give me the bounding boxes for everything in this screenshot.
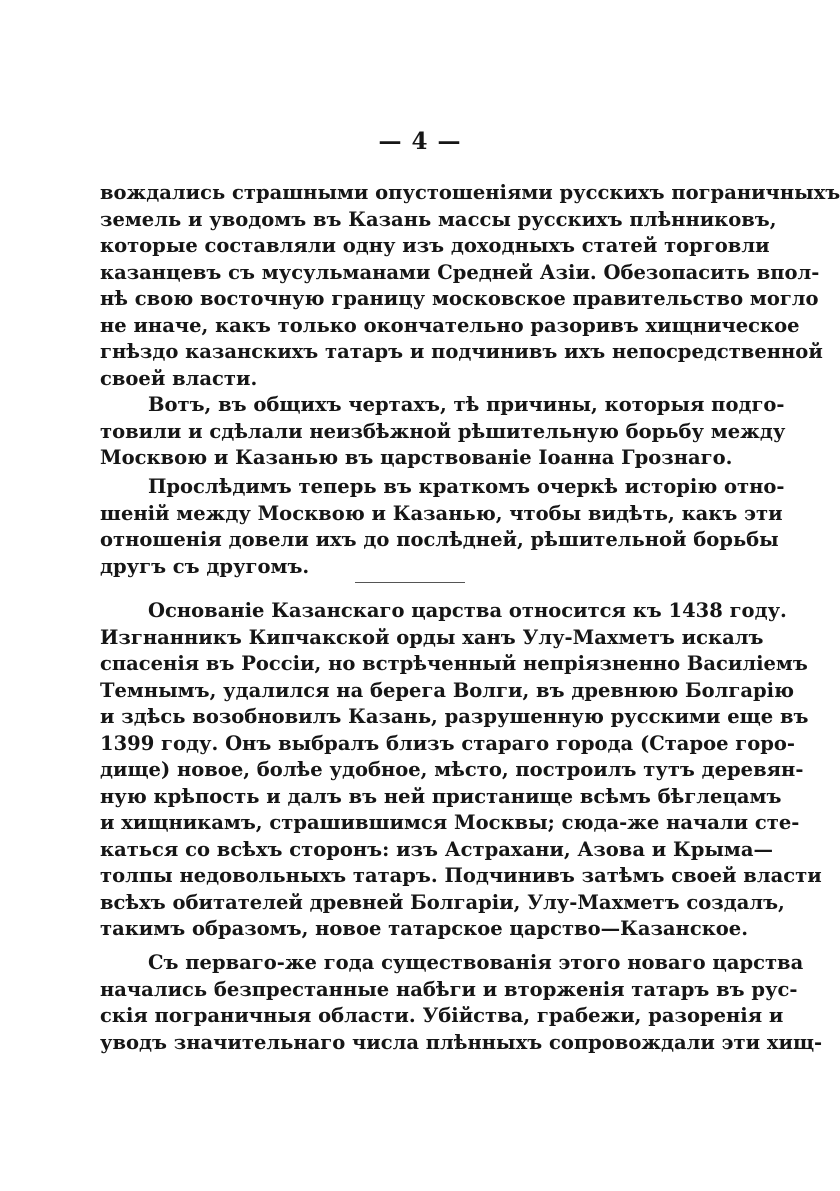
text-line: товили и сдѣлали неизбѣжной рѣшительную борьбу между [100, 419, 786, 443]
text-line: казанцевъ съ мусульманами Средней Азіи. Обезопасить впол- [100, 260, 820, 284]
text-line: дище) новое, болѣе удобное, мѣсто, построилъ тутъ деревян- [100, 758, 804, 781]
paragraph-2 [100, 392, 786, 472]
text-line: такимъ образомъ, новое татарское царство—Казанское. [100, 917, 748, 940]
text-line: ную крѣпость и далъ въ ней пристанище всѣмъ бѣглецамъ [100, 784, 782, 808]
paragraph-5 [100, 950, 823, 1056]
text-line: Вотъ, въ общихъ чертахъ, тѣ причины, которыя подго- [148, 393, 785, 416]
paragraph-1 [100, 180, 840, 392]
text-line: толпы недовольныхъ татаръ. Подчинивъ затѣмъ своей власти [100, 864, 822, 887]
text-line: и хищникамъ, страшившимся Москвы; сюда-же начали сте- [100, 811, 800, 834]
text-line: всѣхъ обитателей древней Болгаріи, Улу-Махметъ создалъ, [100, 890, 785, 914]
text-line: гнѣздо казанскихъ татаръ и подчинивъ ихъ непосредственной [100, 340, 823, 363]
text-line: начались безпрестанные набѣги и вторженія татаръ въ рус- [100, 977, 798, 1001]
text-line: другъ съ другомъ. [100, 554, 310, 578]
text-line: спасенія въ Россіи, но встрѣченный непріязненно Василіемъ [100, 652, 808, 675]
text-line: скія пограничныя области. Убійства, грабежи, разоренія и [100, 1004, 784, 1027]
text-line: Темнымъ, удалился на берега Волги, въ древнюю Болгарію [100, 678, 795, 702]
paragraph-3 [100, 474, 785, 580]
text-line: отношенія довели ихъ до послѣдней, рѣшительной борьбы [100, 528, 779, 551]
text-line: Основаніе Казанскаго царства относится къ 1438 году. [148, 599, 787, 622]
text-line: каться со всѣхъ сторонъ: изъ Астрахани, Азова и Крыма— [100, 837, 773, 861]
text-line: нѣ свою восточную границу московское правительство могло [100, 287, 819, 310]
text-line: шеній между Москвою и Казанью, чтобы видѣть, какъ эти [100, 501, 783, 525]
text-line: и здѣсь возобновилъ Казань, разрушенную русскими еще въ [100, 705, 809, 728]
text-line: земель и уводомъ въ Казань массы русскихъ плѣнниковъ, [100, 207, 777, 231]
text-line: своей власти. [100, 366, 258, 390]
text-line: 1399 году. Онъ выбралъ близъ стараго города (Старое горо- [100, 731, 795, 755]
text-line: Москвою и Казанью въ царствованіе Іоанна Грознаго. [100, 446, 733, 469]
page-number: — 4 — [378, 128, 462, 155]
text-line: которые составляли одну изъ доходныхъ статей торговли [100, 234, 770, 257]
text-line: Съ перваго-же года существованія этого новаго царства [148, 951, 804, 974]
paragraph-4 [100, 598, 822, 943]
text-line: вождались страшными опустошеніями русскихъ пограничныхъ [100, 181, 840, 204]
text-line: уводъ значительнаго числа плѣнныхъ сопровождали эти хищ- [100, 1030, 823, 1054]
text-line: Прослѣдимъ теперь въ краткомъ очеркѣ исторію отно- [148, 475, 785, 498]
text-line: не иначе, какъ только окончательно разоривъ хищническое [100, 313, 800, 337]
section-divider [355, 582, 465, 583]
text-line: Изгнанникъ Кипчакской орды ханъ Улу-Махметъ искалъ [100, 625, 764, 649]
